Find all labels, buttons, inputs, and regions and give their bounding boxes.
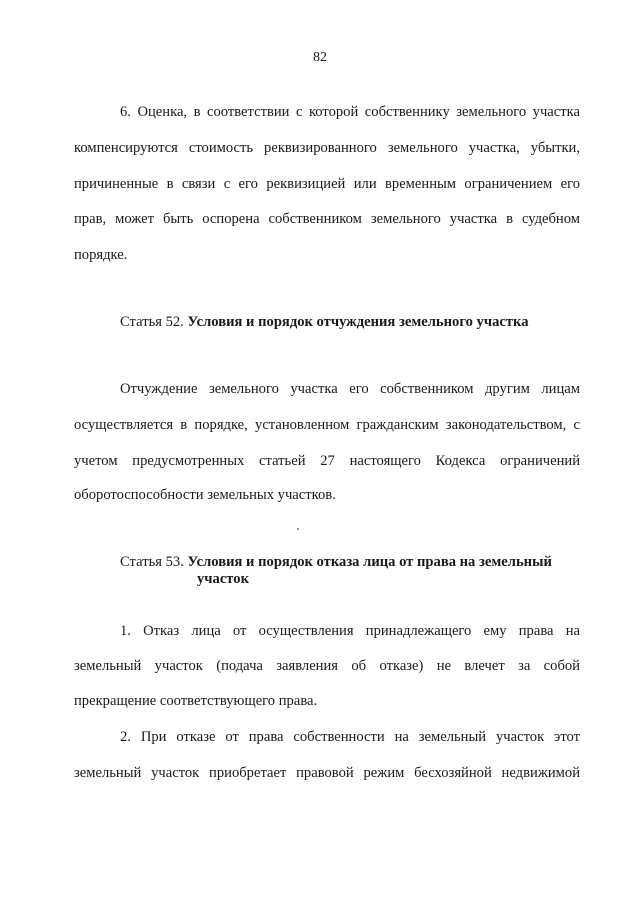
article-52-line-3: учетом предусмотренных статьей 27 настоящего Кодекса ограничений [74,453,580,469]
article-53-para-2-line-1: 2. При отказе от права собственности на земельный участок этот [120,729,580,745]
paragraph-6-line-5: порядке. [74,247,128,263]
article-53-heading-continuation [197,570,249,588]
scan-speck [297,528,299,530]
article-53-prefix: Статья 53. [120,554,188,570]
article-53-title-line-2: участок [197,571,249,587]
article-53-heading [120,553,552,571]
paragraph-6-line-4: прав, может быть оспорена собственником земельного участка в судебном [74,211,580,227]
article-52-line-1: Отчуждение земельного участка его собственником другим лицам [120,381,580,397]
article-53-title-line-1: Условия и порядок отказа лица от права на земельный [187,554,552,570]
article-52-title: Условия и порядок отчуждения земельного участка [187,314,529,330]
article-53-para-1-line-1: 1. Отказ лица от осуществления принадлежащего ему права на [120,623,580,639]
page-number: 82 [313,50,327,65]
article-53-para-1-line-3: прекращение соответствующего права. [74,693,318,709]
article-53-para-1-line-2: земельный участок (подача заявления об отказе) не влечет за собой [74,658,580,674]
paragraph-6-line-3: причиненные в связи с его реквизицией или временным ограничением его [74,176,580,192]
article-52-prefix: Статья 52. [120,314,188,330]
article-52-line-2: осуществляется в порядке, установленном гражданским законодательством, с [74,417,580,433]
paragraph-6-line-2: компенсируются стоимость реквизированного земельного участка, убытки, [74,140,580,156]
article-52-line-4: оборотоспособности земельных участков. [74,487,336,503]
article-52-heading [120,313,529,331]
article-53-para-2-line-2: земельный участок приобретает правовой режим бесхозяйной недвижимой [74,765,580,781]
paragraph-6-line-1: 6. Оценка, в соответствии с которой собственнику земельного участка [120,104,580,120]
